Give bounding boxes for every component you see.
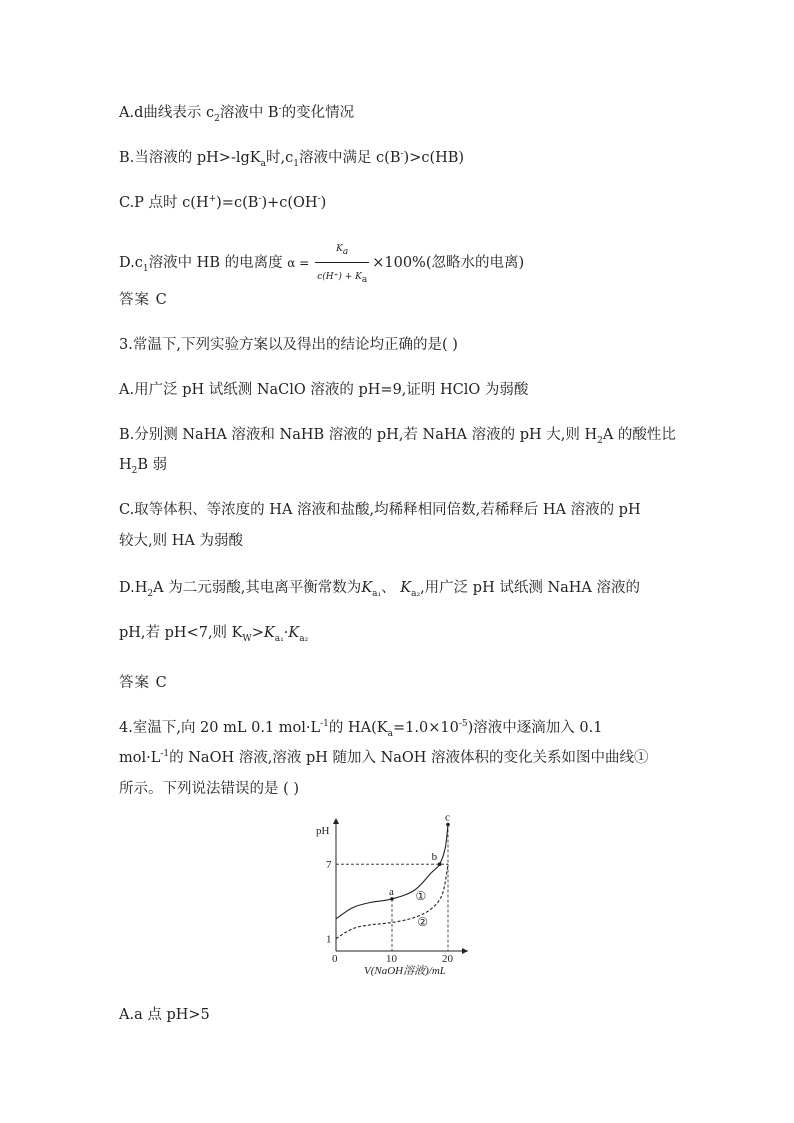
q4-stem-line2 bbox=[119, 748, 649, 768]
x-tick-label: 0 bbox=[332, 953, 338, 965]
text: A 的酸性比 bbox=[602, 427, 676, 443]
text: )>c(HB) bbox=[403, 150, 465, 166]
y-tick-label: 7 bbox=[326, 859, 332, 872]
q3-answer: 答案 C bbox=[119, 675, 168, 691]
q3-option-a: A.用广泛 pH 试纸测 NaClO 溶液的 pH=9,证明 HClO 为弱酸 bbox=[119, 382, 529, 398]
ionization-fraction bbox=[315, 236, 369, 290]
text: 的变化情况 bbox=[281, 105, 355, 121]
point-label-b: b bbox=[431, 851, 438, 864]
text: C.P 点时 c(H bbox=[119, 195, 209, 211]
subscript: a₁ bbox=[372, 588, 382, 599]
point-label-c: c bbox=[445, 812, 450, 824]
superscript: -5 bbox=[458, 719, 468, 730]
text: 的 NaOH 溶液,溶液 pH 随加入 NaOH 溶液体积的变化关系如图中曲线① bbox=[169, 750, 649, 766]
superscript: -1 bbox=[320, 719, 329, 730]
superscript: + bbox=[208, 194, 217, 205]
superscript: -1 bbox=[160, 749, 170, 760]
subscript: 1 bbox=[293, 158, 299, 169]
text: =1.0×10 bbox=[393, 720, 459, 736]
text: 时,c bbox=[265, 150, 294, 166]
text: )+c(OH bbox=[261, 195, 318, 211]
subscript: W bbox=[242, 633, 252, 644]
text: D.H bbox=[119, 580, 148, 596]
q3-option-c-line1: C.取等体积、等浓度的 HA 溶液和盐酸,均稀释相同倍数,若稀释后 HA 溶液的 pH bbox=[119, 502, 641, 518]
subscript: a₂ bbox=[299, 633, 309, 644]
q3-option-d-line2 bbox=[119, 623, 308, 643]
q2-option-c bbox=[119, 193, 326, 213]
text: 、 bbox=[381, 580, 401, 596]
text: )=c(B bbox=[216, 195, 259, 211]
text: ) bbox=[320, 195, 327, 211]
point-b bbox=[438, 862, 442, 866]
superscript: - bbox=[317, 194, 321, 205]
q3-option-c-line2: 较大,则 HA 为弱酸 bbox=[119, 533, 243, 549]
subscript: a₁ bbox=[274, 633, 284, 644]
k-symbol: K bbox=[288, 625, 300, 641]
text: ×100%(忽略水的电离) bbox=[372, 255, 525, 271]
point-label-a: a bbox=[389, 885, 394, 898]
text: )溶液中逐滴加入 0.1 bbox=[467, 720, 603, 736]
y-tick-label: 1 bbox=[326, 933, 332, 946]
x-tick-label: 20 bbox=[442, 953, 453, 965]
series-label-2: ② bbox=[417, 914, 428, 929]
text: pH,若 pH<7,则 K bbox=[119, 625, 243, 641]
q2-option-a bbox=[119, 103, 354, 123]
q2-option-d bbox=[119, 236, 524, 290]
q3-stem: 3.常温下,下列实验方案以及得出的结论均正确的是( ) bbox=[119, 337, 458, 353]
fraction-numerator: $K_a$ bbox=[336, 244, 349, 257]
text: 的 HA(K bbox=[328, 720, 388, 736]
subscript: a₂ bbox=[411, 588, 421, 599]
superscript: - bbox=[278, 104, 282, 115]
q3-option-b-line1 bbox=[119, 425, 676, 445]
text: D.c bbox=[119, 255, 143, 271]
subscript: 2 bbox=[131, 465, 138, 476]
text: 溶液中 HB 的电离度 bbox=[148, 255, 288, 271]
x-axis-arrow bbox=[462, 948, 468, 954]
q3-option-b-line2 bbox=[119, 455, 167, 475]
text: B.分别测 NaHA 溶液和 NaHB 溶液的 pH,若 NaHA 溶液的 pH 大,则 H bbox=[119, 427, 598, 443]
text: A.d曲线表示 c bbox=[119, 105, 215, 121]
subscript: 1 bbox=[142, 263, 149, 274]
superscript: - bbox=[400, 149, 404, 160]
text: B 弱 bbox=[137, 457, 168, 473]
text: · bbox=[283, 625, 289, 641]
series-label-1: ① bbox=[415, 889, 427, 904]
y-axis-arrow bbox=[333, 818, 339, 824]
text: ,用广泛 pH 试纸测 NaHA 溶液的 bbox=[420, 580, 640, 596]
superscript: - bbox=[258, 194, 262, 205]
k-symbol: K bbox=[263, 625, 275, 641]
x-axis-label: V(NaOH溶液)/mL bbox=[364, 965, 446, 977]
q4-stem-line3: 所示。下列说法错误的是 ( ) bbox=[119, 781, 300, 797]
q3-option-d-line1 bbox=[119, 578, 640, 598]
k-symbol: K bbox=[361, 580, 373, 596]
q4-stem-line1 bbox=[119, 718, 602, 738]
text: 溶液中满足 c(B bbox=[298, 150, 401, 166]
text: 溶液中 B bbox=[219, 105, 279, 121]
text: 4.室温下,向 20 mL 0.1 mol·L bbox=[119, 720, 321, 736]
q2-option-b bbox=[119, 148, 464, 168]
ph-titration-chart bbox=[300, 812, 490, 987]
k-symbol: K bbox=[400, 580, 412, 596]
text: > bbox=[251, 625, 264, 641]
fraction-denominator: $c(H^+) + K_a$ bbox=[315, 262, 369, 290]
text: B.当溶液的 pH>-lgK bbox=[119, 150, 261, 166]
text: mol·L bbox=[119, 750, 161, 766]
subscript: 2 bbox=[147, 588, 154, 599]
subscript: 2 bbox=[214, 113, 220, 124]
subscript: 2 bbox=[597, 435, 603, 446]
q2-answer: 答案 C bbox=[119, 292, 168, 308]
subscript: a bbox=[260, 158, 266, 169]
alpha-symbol: α = bbox=[287, 256, 310, 270]
y-axis-label: pH bbox=[316, 825, 330, 837]
text: H bbox=[119, 457, 132, 473]
q4-option-a: A.a 点 pH>5 bbox=[119, 1007, 210, 1023]
text: A 为二元弱酸,其电离平衡常数为 bbox=[153, 580, 362, 596]
subscript: a bbox=[387, 728, 393, 739]
x-tick-label: 10 bbox=[386, 953, 397, 965]
